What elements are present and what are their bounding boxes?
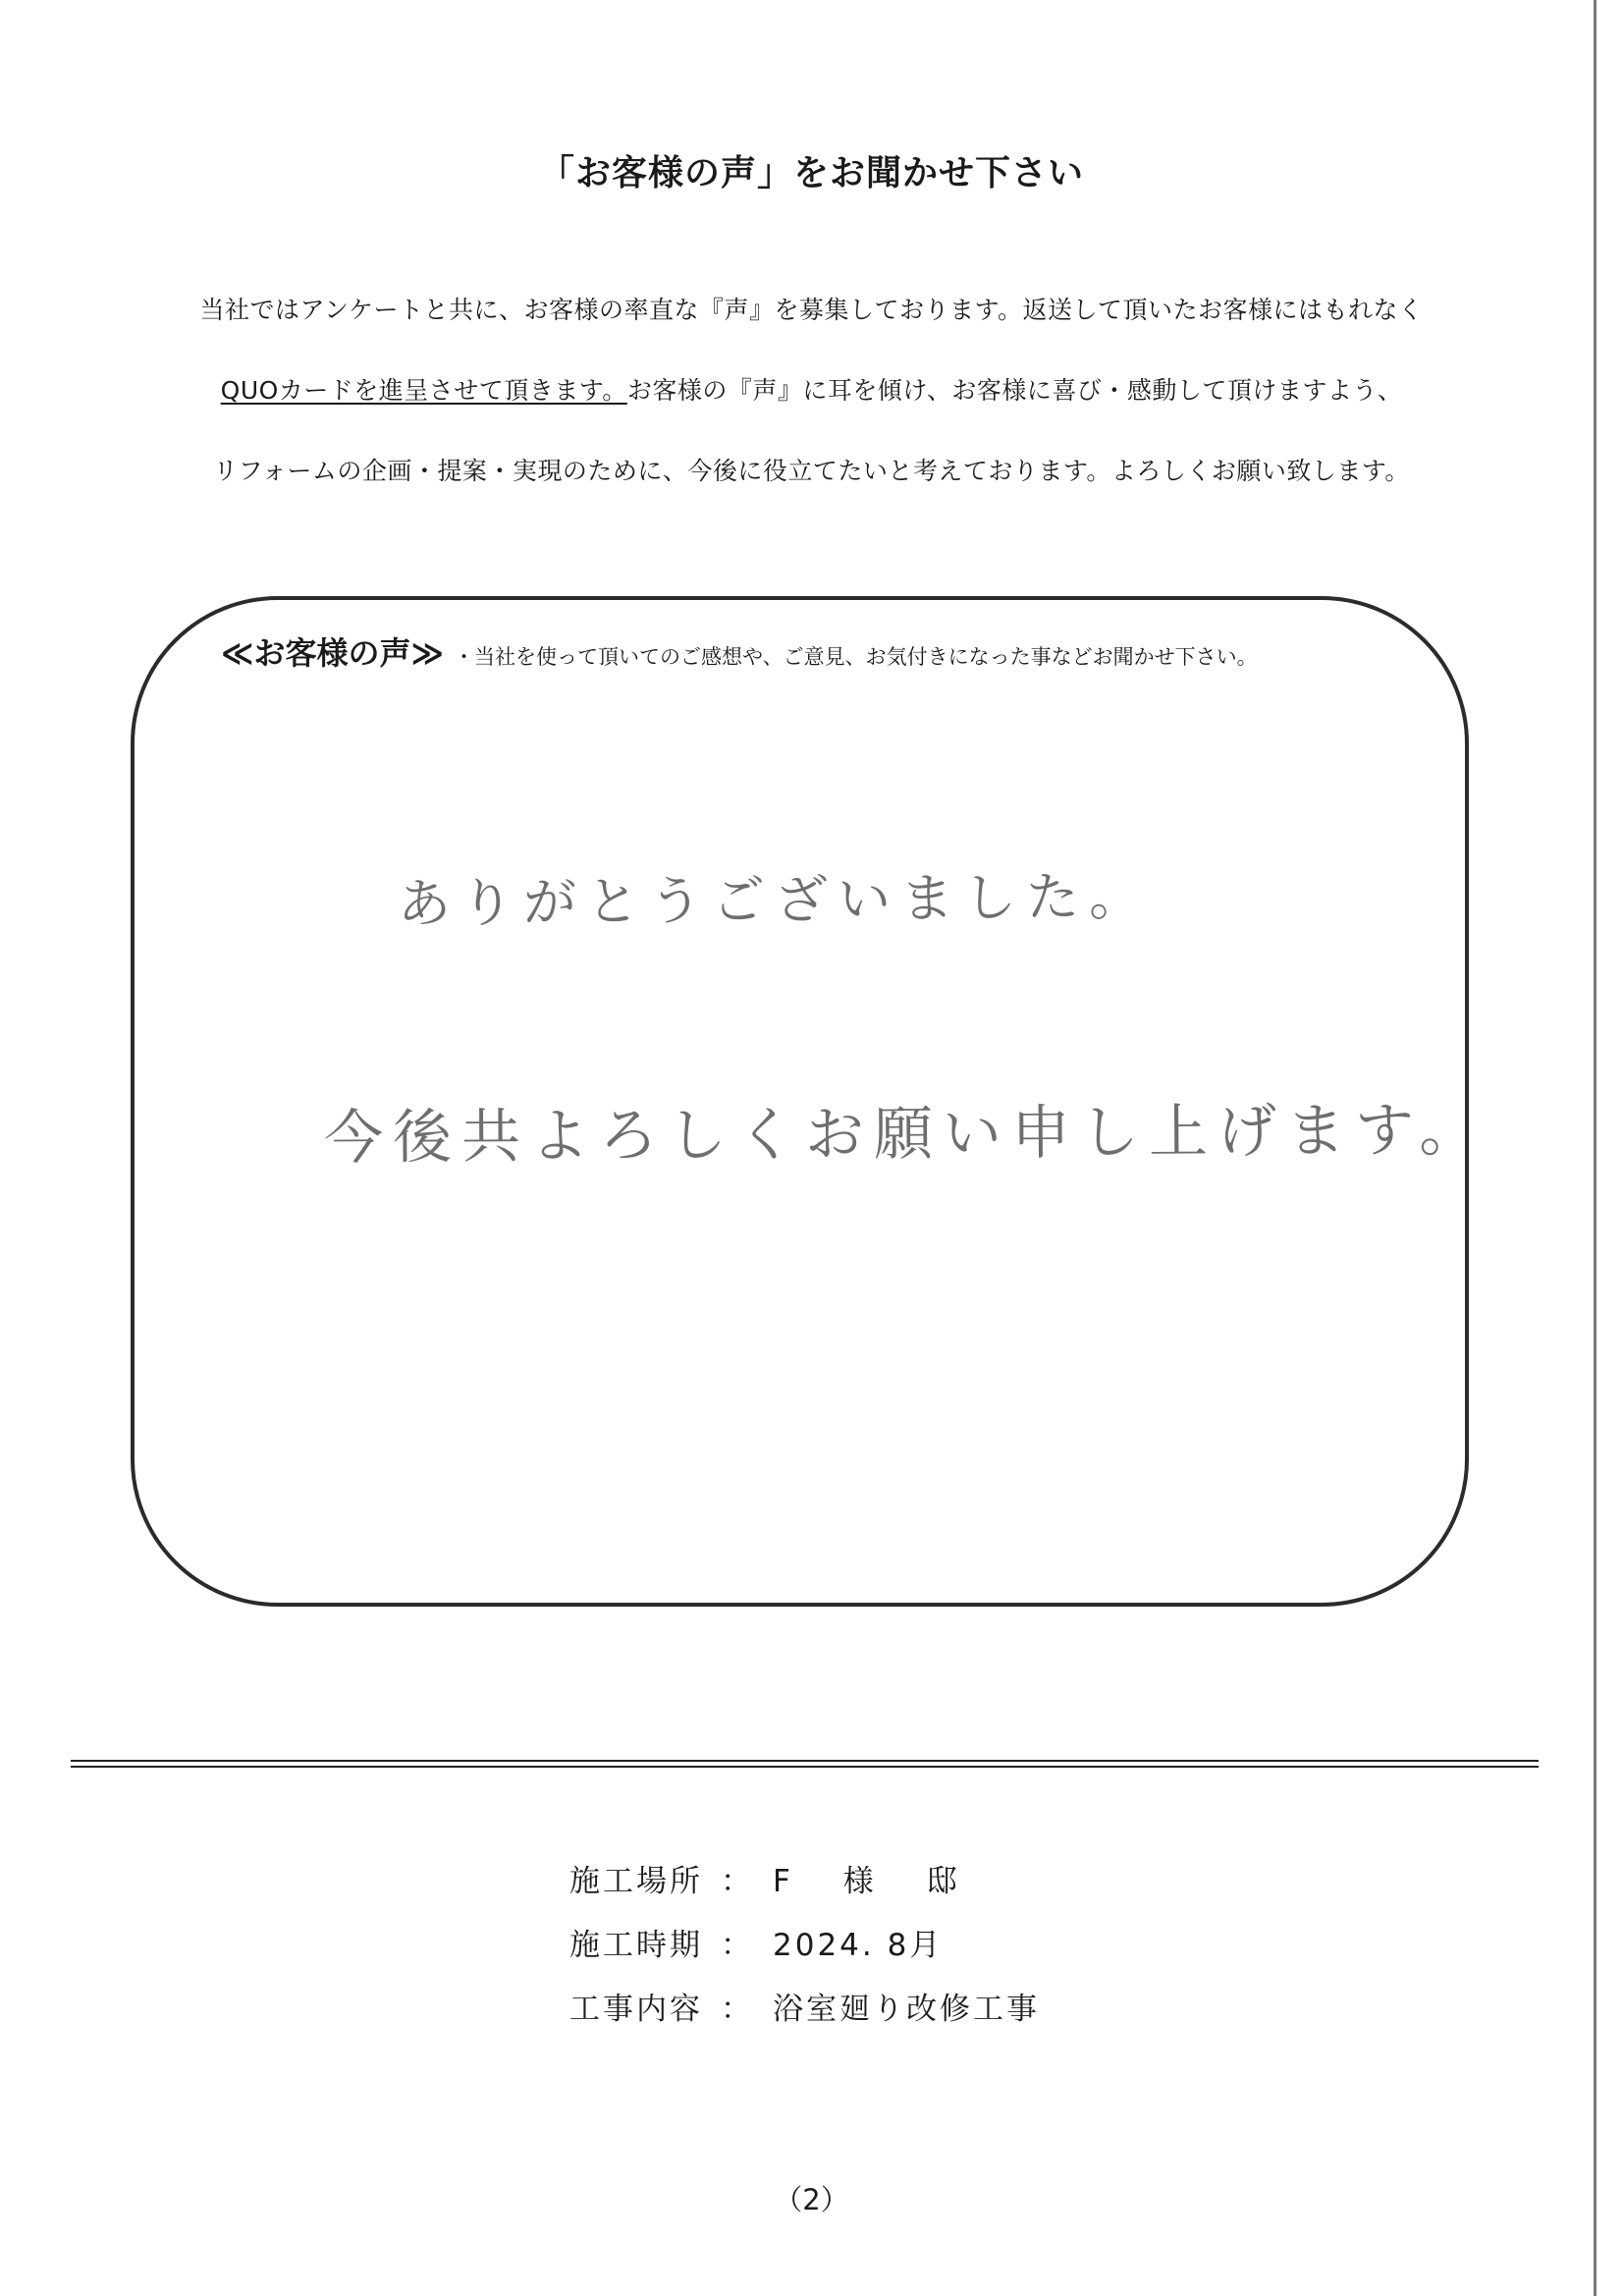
page-number: （2）	[774, 2183, 849, 2216]
period-colon: ：	[721, 1928, 751, 1963]
intro-line-3: リフォームの企画・提案・実現のために、今後に役立てたいと考えております。よろしくお願い致します。	[213, 457, 1410, 485]
location-value: F 様 邸	[773, 1864, 979, 1899]
handwritten-comment-line-2: 今後共よろしくお願い申し上げます。	[323, 1095, 1488, 1174]
info-row-location	[569, 1856, 979, 1900]
page-title: 「お客様の声」をお聞かせ下さい	[538, 153, 1084, 193]
quo-card-underlined-text: QUOカードを進呈させて頂きます。	[220, 376, 627, 405]
intro-line-2-rest: お客様の『声』に耳を傾け、お客様に喜び・感動して頂けますよう、	[626, 376, 1403, 405]
intro-line-1: 当社ではアンケートと共に、お客様の率直な『声』を募集しております。返送して頂いたお客様にはもれなく	[199, 296, 1424, 324]
work-colon: ：	[721, 1992, 751, 2027]
period-value: 2024. 8月	[773, 1928, 944, 1963]
period-label: 施工時期	[569, 1928, 703, 1963]
work-value: 浴室廻り改修工事	[773, 1992, 1040, 2027]
info-row-period	[569, 1920, 943, 1964]
customer-voice-title: ≪お客様の声≫	[221, 634, 445, 672]
location-label: 施工場所	[569, 1864, 703, 1899]
divider-rule-bottom	[71, 1766, 1539, 1768]
customer-voice-header	[221, 629, 1258, 674]
handwritten-comment-line-1: ありがとうございました。	[397, 864, 1153, 936]
info-row-work	[569, 1984, 1040, 2028]
page-edge-line	[1594, 0, 1596, 2296]
work-label: 工事内容	[569, 1992, 703, 2027]
location-colon: ：	[721, 1864, 751, 1899]
intro-line-2	[0, 371, 1623, 407]
customer-voice-instruction: ・当社を使って頂いてのご感想や、ご意見、お気付きになった事などお聞かせ下さい。	[454, 645, 1258, 669]
divider-rule-top	[71, 1760, 1539, 1762]
